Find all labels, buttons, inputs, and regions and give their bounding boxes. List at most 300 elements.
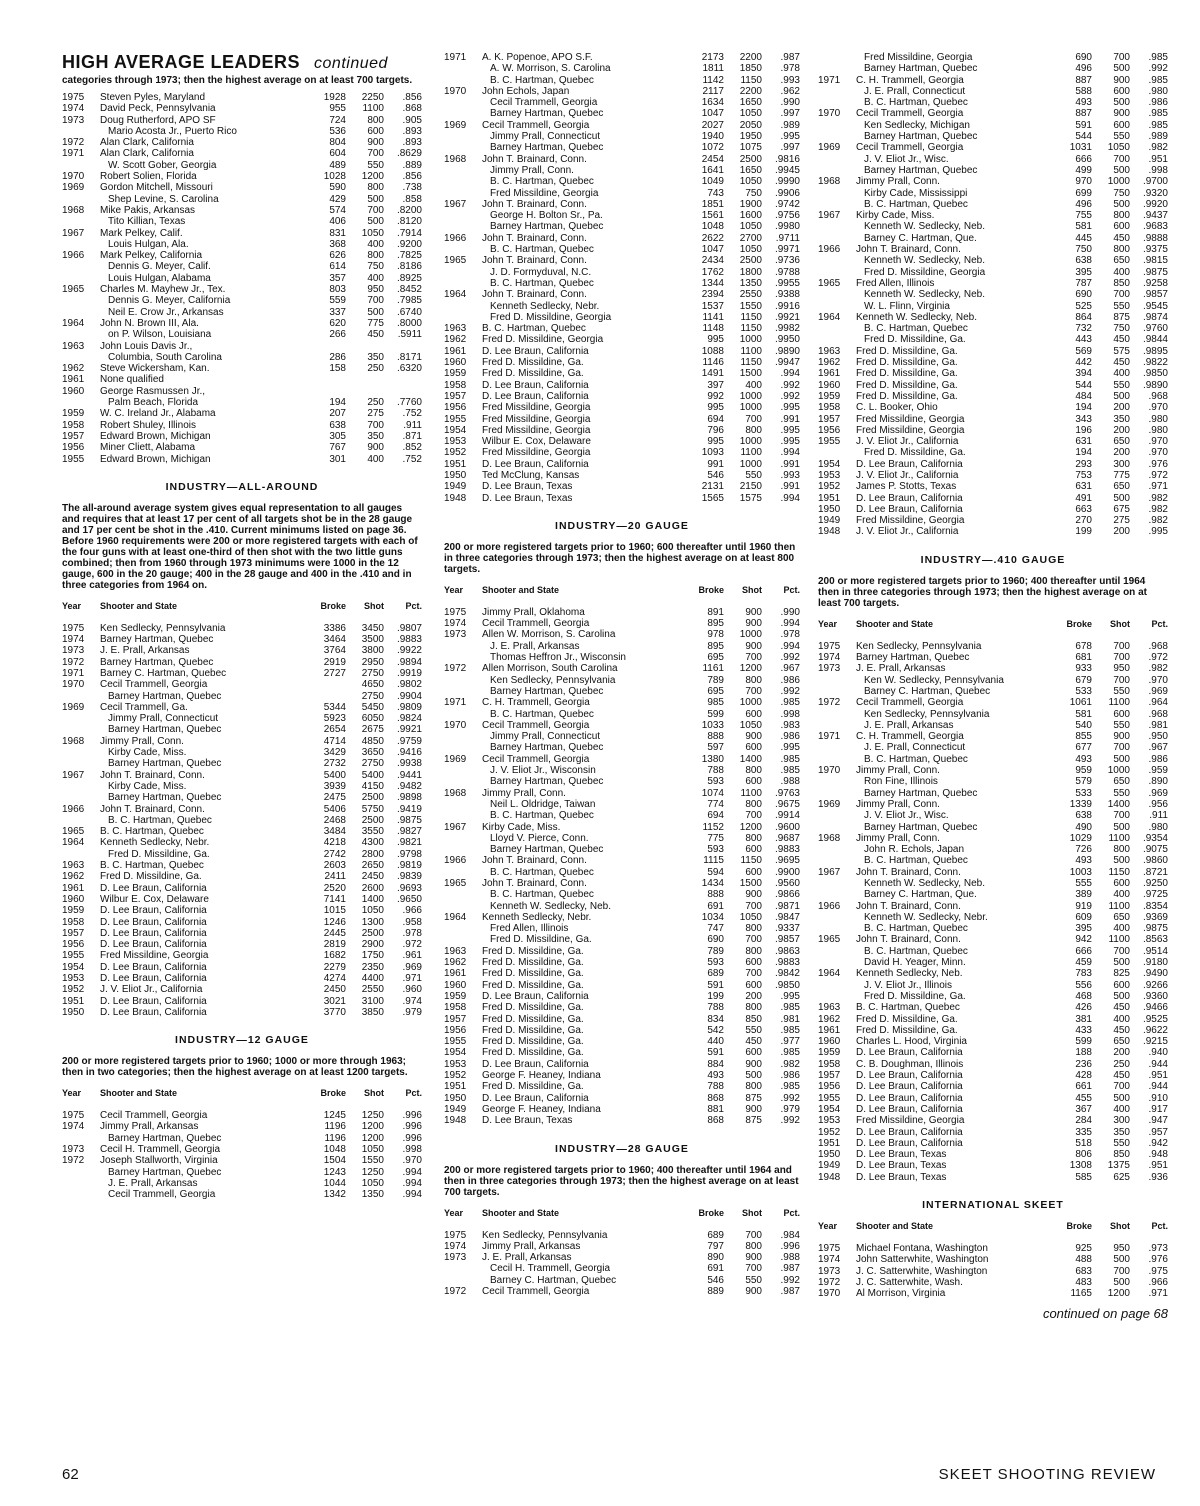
broke-cell: 5406 [323,803,346,815]
year-cell: 1973 [62,1144,85,1156]
broke-cell: 955 [329,103,346,115]
table-row [444,97,800,108]
table-row [818,652,1168,663]
table-row [62,917,422,928]
table-row [444,1025,800,1036]
pct-cell: .994 [402,1177,422,1189]
table-row [444,720,800,731]
pct-cell: .967 [1148,742,1168,754]
shooter-cell: Edward Brown, Michigan [100,430,211,442]
table-row [444,946,800,957]
shooter-cell: B. C. Hartman, Quebec [490,866,594,878]
broke-cell: 2520 [323,882,346,894]
year-cell: 1969 [818,142,841,154]
year-cell [818,131,856,142]
pct-cell: .9888 [1142,232,1168,244]
broke-cell: 2475 [323,792,346,804]
pct-cell: .8925 [396,272,422,284]
shot-cell: 700 [1113,1081,1130,1093]
pct-cell: .987 [780,52,800,63]
year-cell: 1957 [62,430,85,442]
year-cell: 1959 [818,390,841,402]
table-row [818,901,1168,912]
year-cell: 1954 [62,961,85,973]
shot-cell: 1000 [739,390,762,402]
shooter-cell: Neil E. Crow Jr., Arkansas [108,306,224,318]
shooter-cell: John T. Brainard, Conn. [482,855,587,867]
pct-cell: .5911 [397,329,422,341]
year-cell [444,901,482,912]
pct-cell: .8721 [1142,866,1168,878]
broke-cell: 270 [1075,515,1092,527]
year-cell: 1958 [818,1058,841,1070]
shot-cell: 1950 [739,131,762,143]
shooter-cell: D. Lee Braun, California [100,995,207,1007]
year-cell: 1969 [444,753,467,765]
shooter-cell: Jimmy Prall, Conn. [856,798,940,810]
shooter-cell: D. Lee Braun, Texas [482,1115,573,1127]
shooter-cell: Lloyd V. Pierce, Conn. [490,832,589,844]
pct-cell: .992 [780,1274,800,1286]
shot-cell: 1050 [361,227,384,239]
table-row [62,284,422,295]
shot-cell: 500 [367,306,384,318]
shooter-cell: Fred D. Missildine, Ga. [482,1013,584,1025]
pct-cell [384,386,422,397]
column-header-year: Year [62,1088,82,1099]
table-row [818,889,1168,900]
broke-cell: 691 [707,1263,724,1275]
year-cell: 1972 [62,656,85,668]
table-row [818,255,1168,266]
shooter-cell: Fred Missildine, Georgia [490,187,599,199]
pct-cell: .985 [780,697,800,709]
table-junior [62,92,422,465]
pct-cell: .8120 [396,216,422,228]
column-header-row [62,1088,422,1098]
table-row [444,1263,800,1274]
table-row [818,176,1168,187]
pct-cell: .9857 [774,934,800,946]
broke-cell: 395 [1075,266,1092,278]
pct-cell: .991 [780,481,800,493]
pct-cell: .982 [1148,142,1168,154]
pct-cell: .9890 [774,345,800,357]
shot-cell: 700 [1113,153,1130,165]
table-row [818,912,1168,923]
broke-cell: 1146 [702,357,724,369]
shot-cell: 550 [745,469,762,481]
column-header-shot: Shot [364,1088,384,1099]
table-row [444,889,800,900]
table-row [818,459,1168,470]
shot-cell: 600 [745,1047,762,1059]
column-header-pct: Pct. [783,584,800,595]
year-cell [818,720,856,731]
shot-cell: 700 [1113,945,1130,957]
broke-cell: 678 [1075,640,1092,652]
shooter-cell: B. C. Hartman, Quebec [864,945,968,957]
shooter-cell: Steven Pyles, Maryland [100,92,206,103]
shot-cell: 2250 [361,92,384,103]
shot-cell: 400 [745,379,762,391]
pct-cell: .948 [1148,1149,1168,1161]
column-header-row [444,1208,800,1218]
broke-cell: 455 [1075,1092,1092,1104]
shot-cell: 450 [1113,1024,1130,1036]
shooter-cell: Barney Hartman, Quebec [490,108,604,120]
table-row [62,849,422,860]
table-row [818,765,1168,776]
broke-cell: 970 [1075,176,1092,188]
shot-cell: 3650 [361,747,384,759]
broke-cell: 747 [707,923,724,935]
table-row [444,629,800,640]
pct-cell: .911 [403,419,422,431]
shooter-cell: Ted McClung, Kansas [482,469,580,481]
pct-cell: .893 [402,125,422,137]
pct-cell: .905 [402,114,422,126]
column-header-row [62,601,422,611]
year-cell: 1969 [62,701,85,713]
shooter-cell: J. E. Prall, Connecticut [864,85,966,97]
shooter-cell: J. D. Formyduval, N.C. [490,266,592,278]
pct-cell: .9683 [1142,221,1168,233]
shooter-cell: Gordon Mitchell, Missouri [100,182,213,194]
column-header-year: Year [444,584,464,595]
shot-cell: 1600 [739,210,762,222]
shooter-cell: Kenneth Sedlecky, Nebr. [490,300,600,312]
pct-cell: .9839 [396,871,422,883]
table-row [818,923,1168,934]
shot-cell: 1200 [1107,1288,1130,1300]
shot-cell: 500 [1113,390,1130,402]
table-row [62,137,422,148]
broke-cell: 925 [1075,1243,1092,1255]
shot-cell: 2500 [361,792,384,804]
pct-cell: .970 [402,1155,422,1167]
shot-cell: 700 [367,148,384,160]
broke-cell: 1044 [323,1177,346,1189]
pct-cell: .9258 [1142,277,1168,289]
table-row [818,108,1168,119]
shooter-cell: D. Lee Braun, California [856,1103,963,1115]
table-row [62,431,422,442]
broke-cell: 593 [707,776,724,788]
shot-cell: 350 [1113,413,1130,425]
table-row [62,770,422,781]
table-row [444,776,800,787]
shooter-cell: Neil L. Oldridge, Taiwan [490,798,596,810]
shooter-cell: George H. Bolton Sr., Pa. [490,210,603,222]
shot-cell: 600 [745,866,762,878]
table-row [444,312,800,323]
year-cell: 1972 [818,1276,841,1288]
shooter-cell: D. Lee Braun, California [856,1092,963,1104]
shot-cell: 700 [1113,640,1130,652]
table-row [444,142,800,153]
shooter-cell: Kirby Cade, Miss. [108,747,187,759]
pct-cell: .9883 [396,634,422,646]
table-row [62,205,422,216]
pct-cell: .989 [780,119,800,131]
shot-cell: 800 [745,798,762,810]
column-header-pct: Pct. [783,1207,800,1218]
year-cell [444,833,482,844]
shooter-cell: D. Lee Braun, California [482,390,589,402]
shooter-cell: B. C. Hartman, Quebec [856,1002,960,1014]
shot-cell: 1050 [361,1144,384,1156]
shot-cell: 750 [1113,323,1130,335]
pct-cell: .992 [780,379,800,391]
year-cell [818,675,856,686]
broke-cell: 750 [1075,244,1092,256]
year-cell: 1970 [818,1288,841,1300]
table-row [818,380,1168,391]
broke-cell: 614 [329,261,346,273]
shooter-cell: Jimmy Prall, Conn. [490,164,574,176]
shooter-cell: D. Lee Braun, California [856,1137,963,1149]
shooter-cell: A. K. Popenoe, APO S.F. [482,52,593,63]
broke-cell: 1161 [702,663,724,675]
broke-cell: 394 [1075,368,1092,380]
pct-cell: .987 [780,1263,800,1275]
year-cell [818,686,856,697]
pct-cell: .9921 [396,724,422,736]
table-row [444,414,800,425]
pct-cell: .917 [1148,1103,1168,1115]
pct-cell: .9950 [774,334,800,346]
pct-cell: .9847 [774,911,800,923]
year-cell: 1953 [818,1115,841,1127]
broke-cell: 985 [707,697,724,709]
pct-cell: .969 [1148,787,1168,799]
table-row [62,905,422,916]
table-row [62,1167,422,1178]
year-cell [818,709,856,720]
shooter-cell: B. C. Hartman, Quebec [490,889,594,901]
pct-cell: .752 [402,453,422,465]
table-row [818,742,1168,753]
pct-cell: .991 [780,413,800,425]
pct-cell: .994 [780,640,800,652]
broke-cell: 3770 [323,1006,346,1018]
pct-cell: .9075 [1142,844,1168,856]
broke-cell: 499 [1075,164,1092,176]
table-row [62,691,422,702]
year-cell: 1955 [62,950,85,962]
shot-cell: 300 [1113,458,1130,470]
year-cell: 1971 [444,697,467,709]
pct-cell: .889 [402,159,422,171]
table-row [444,652,800,663]
shot-cell: 450 [1113,232,1130,244]
table-row [818,1266,1168,1277]
shot-cell: 700 [367,204,384,216]
shooter-cell: George F. Heaney, Indiana [482,1070,601,1082]
pct-cell: .9821 [396,837,422,849]
pct-cell: .972 [1148,469,1168,481]
pct-cell: .9938 [396,758,422,770]
table-row [818,686,1168,697]
shot-cell: 800 [1113,210,1130,222]
broke-cell: 1641 [701,164,724,176]
broke-cell: 493 [1075,97,1092,109]
pct-cell: .985 [780,1047,800,1059]
broke-cell: 774 [707,798,724,810]
broke-cell: 5923 [323,713,346,725]
pct-cell: .982 [1148,503,1168,515]
table-row [62,92,422,103]
shooter-cell: Robert Shuley, Illinois [100,419,196,431]
table-row [444,844,800,855]
pct-cell: .890 [1148,776,1168,788]
table-row [62,341,422,352]
pct-cell: .983 [780,719,800,731]
pct-cell: .992 [780,1115,800,1127]
shooter-cell: B. C. Hartman, Quebec [490,810,594,822]
broke-cell: 599 [707,708,724,720]
column-header-broke: Broke [320,600,346,611]
shot-cell: 2800 [361,848,384,860]
pct-cell: .970 [1148,402,1168,414]
shooter-cell: Fred D. Missildine, Ga. [100,871,202,883]
shot-cell: 1850 [739,63,762,75]
section-intro: 200 or more registered targets prior to 1960; 1000 or more through 1963; then in two categories; then the highest average on at least 1200 targets. [62,1056,408,1079]
shooter-cell: Louis Hulgan, Ala. [108,238,189,250]
pct-cell: .9982 [774,323,800,335]
pct-cell: .852 [402,442,422,454]
table-row [818,1081,1168,1092]
shot-cell: 500 [367,193,384,205]
shooter-cell: A. W. Morrison, S. Carolina [490,63,611,75]
pct-cell: .972 [1148,652,1168,664]
shooter-cell: Barney Hartman, Quebec [108,758,222,770]
table-row [62,871,422,882]
shooter-cell: D. Lee Braun, California [482,379,589,391]
broke-cell: 661 [1075,1081,1092,1093]
pct-cell: .982 [1148,492,1168,504]
year-cell [818,912,856,923]
table-row [444,210,800,221]
section-title: INTERNATIONAL SKEET [922,1199,1064,1212]
pct-cell: .985 [780,1002,800,1014]
pct-cell: .9990 [774,176,800,188]
year-cell [818,957,856,968]
year-cell [818,855,856,866]
shot-cell: 1100 [1108,832,1130,844]
year-cell: 1963 [62,340,85,352]
shot-cell: 450 [1113,1002,1130,1014]
year-cell [444,63,482,74]
table-row [62,228,422,239]
column-header-year: Year [62,600,82,611]
year-cell: 1962 [62,363,85,375]
pct-cell: .972 [402,939,422,951]
shooter-cell: Jimmy Prall, Connecticut [490,131,601,143]
pct-cell: .9874 [1142,311,1168,323]
shooter-cell: Barney Hartman, Quebec [108,690,222,702]
year-cell [62,397,100,408]
year-cell [444,221,482,232]
broke-cell: 1093 [701,447,724,459]
broke-cell: 804 [329,137,346,149]
shot-cell: 875 [745,1115,762,1127]
broke-cell: 690 [707,934,724,946]
pct-cell: .9756 [774,210,800,222]
table-all-around [62,481,422,1018]
year-cell [62,295,100,306]
column-header-row [444,585,800,595]
table-row [818,1115,1168,1126]
broke-cell: 1015 [323,905,346,917]
shooter-cell: D. Lee Braun, California [856,1070,963,1082]
column-header-shot: Shot [1110,1221,1130,1232]
broke-cell: 199 [707,990,724,1002]
table-row [818,1160,1168,1171]
year-cell: 1951 [818,1137,841,1149]
section-title: INDUSTRY—28 GAUGE [555,1142,689,1155]
shooter-cell: C. H. Trammell, Georgia [482,697,590,709]
broke-cell: 536 [329,125,346,137]
pct-cell: .738 [402,182,422,194]
pct-cell: .951 [1148,1160,1168,1172]
shooter-cell: J. V. Eliot Jr., California [100,984,203,996]
year-cell: 1972 [62,137,85,149]
shot-cell: 700 [1113,742,1130,754]
pct-cell: .9600 [774,821,800,833]
table-row [818,1036,1168,1047]
table-row [818,481,1168,492]
shooter-cell: Fred Missildine, Georgia [856,515,965,527]
shot-cell: 3850 [361,1006,384,1018]
year-cell: 1974 [62,1121,85,1133]
shot-cell: 275 [1113,515,1130,527]
broke-cell: 2411 [324,871,346,883]
shooter-cell: Shep Levine, S. Carolina [108,193,219,205]
table-row [62,973,422,984]
table-row [444,923,800,934]
year-cell: 1970 [444,719,467,731]
year-cell [62,261,100,272]
year-cell [444,210,482,221]
broke-cell: 609 [1075,911,1092,923]
shot-cell: 4150 [361,780,384,792]
pct-cell: .9466 [1142,1002,1168,1014]
shot-cell: 700 [1113,674,1130,686]
shooter-cell: C. H. Trammell, Georgia [856,731,964,743]
shooter-cell: John R. Echols, Japan [864,844,965,856]
shot-cell: 550 [745,1274,762,1286]
pct-cell: .8354 [1142,900,1168,912]
pct-cell: .977 [780,1036,800,1048]
shooter-cell: Barney C. Hartman, Que. [864,232,977,244]
year-cell [62,194,100,205]
pct-cell: .9622 [1142,1024,1168,1036]
year-cell [818,946,856,957]
pct-cell: .936 [1148,1171,1168,1183]
table-row [62,837,422,848]
broke-cell: 691 [707,900,724,912]
shooter-cell: John Satterwhite, Washington [856,1254,989,1266]
shot-cell: 900 [745,731,762,743]
table-row [818,334,1168,345]
year-cell: 1967 [444,821,467,833]
year-cell [444,188,482,199]
shooter-cell: B. C. Hartman, Quebec [108,814,212,826]
shooter-cell: B. C. Hartman, Quebec [864,923,968,935]
year-cell: 1964 [62,317,85,329]
